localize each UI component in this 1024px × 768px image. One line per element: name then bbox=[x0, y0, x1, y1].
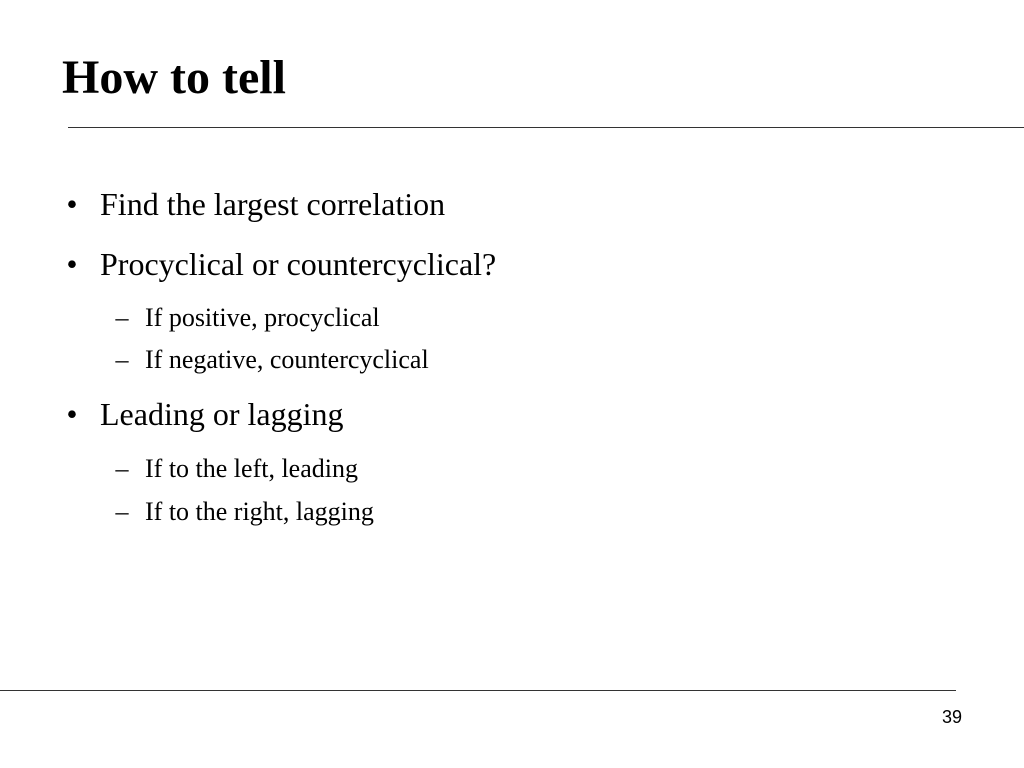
sub-bullet-item bbox=[115, 497, 374, 527]
bullet-marker: • bbox=[66, 186, 78, 222]
bullet-text: Procyclical or countercyclical? bbox=[100, 246, 497, 282]
bullet-item bbox=[66, 246, 497, 282]
sub-bullet-item bbox=[115, 454, 358, 484]
sub-bullet-marker: – bbox=[115, 303, 129, 332]
sub-bullet-text: If to the right, lagging bbox=[145, 497, 374, 526]
sub-bullet-marker: – bbox=[115, 497, 129, 526]
sub-bullet-text: If to the left, leading bbox=[145, 454, 358, 483]
sub-bullet-marker: – bbox=[115, 454, 129, 483]
bullet-item bbox=[66, 186, 446, 222]
bullet-marker: • bbox=[66, 246, 78, 282]
bullet-marker: • bbox=[66, 396, 78, 432]
sub-bullet-item bbox=[115, 303, 380, 333]
bullet-text: Leading or lagging bbox=[100, 396, 344, 432]
page-number: 39 bbox=[941, 707, 962, 727]
sub-bullet-item bbox=[115, 345, 429, 375]
sub-bullet-text: If positive, procyclical bbox=[145, 303, 380, 332]
bullet-text: Find the largest correlation bbox=[100, 186, 446, 222]
slide-title: How to tell bbox=[62, 51, 286, 104]
sub-bullet-text: If negative, countercyclical bbox=[145, 345, 429, 374]
footer-divider bbox=[0, 690, 956, 691]
bullet-item bbox=[66, 396, 344, 432]
sub-bullet-marker: – bbox=[115, 345, 129, 374]
